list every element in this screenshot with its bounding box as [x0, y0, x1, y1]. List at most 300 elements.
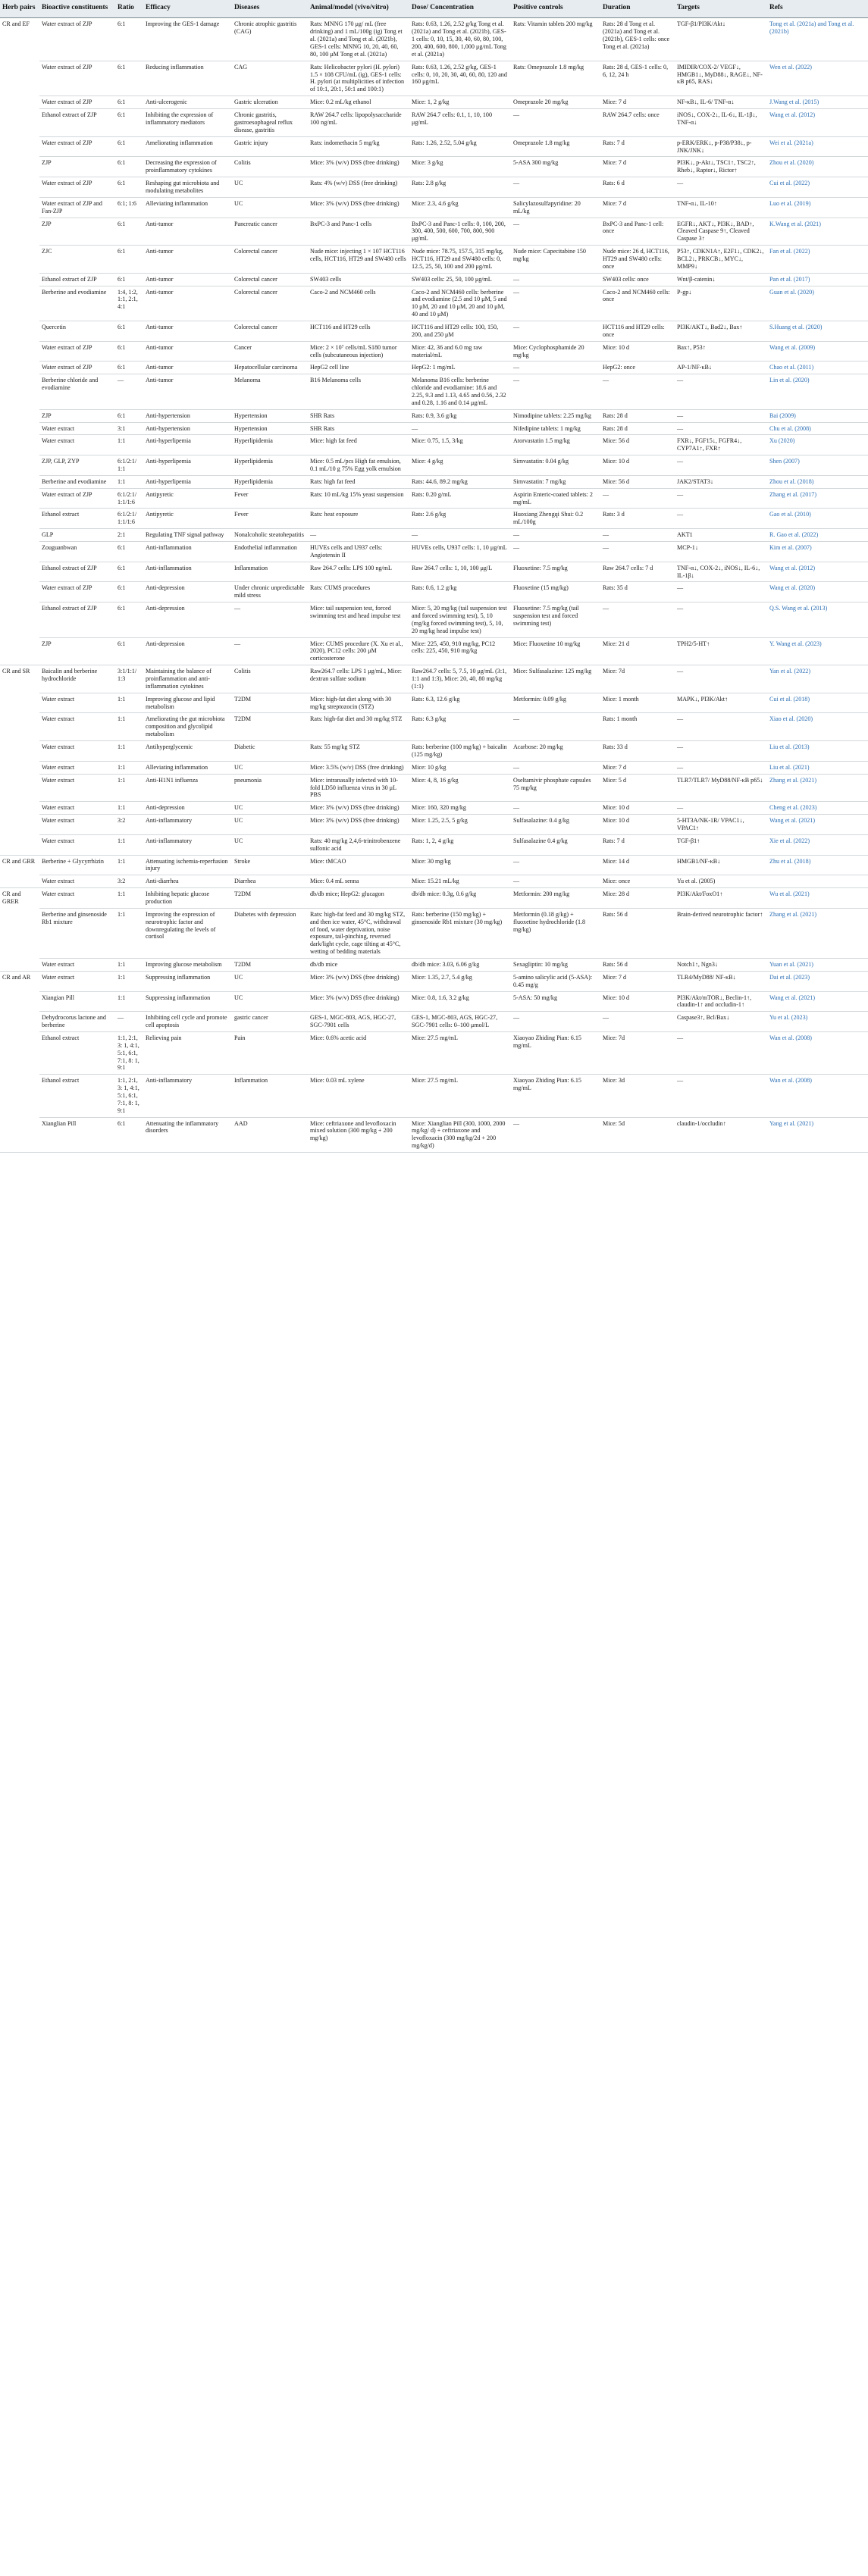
cell-efficacy: Anti-tumor [143, 286, 232, 321]
cell-positive-controls: Sexagliptin: 10 mg/kg [511, 958, 600, 971]
cell-animal-model: Mice: 3% (w/v) DSS (free drinking) [308, 815, 409, 835]
cell-diseases: Diabetes with depression [232, 908, 308, 958]
table-row [0, 1012, 868, 1032]
data-table [0, 0, 868, 1153]
cell-dose-concentration: BxPC-3 and Panc-1 cells: 0, 100, 200, 300, 400, 500, 600, 700, 800, 900 μg/mL [409, 218, 511, 246]
column-header-efficacy: Efficacy [143, 0, 232, 18]
table-row [0, 875, 868, 888]
cell-animal-model: Rats: MNNG 170 μg/ mL (free drinking) and 1 mL/100g (ig) Tong et al. (2021a) and Tong et al. (2021b), GES-1 cells: MNNG 10, 20, 40, 60, 80, 100 μM Tong et al. (2021a) [308, 18, 409, 61]
cell-dose-concentration: — [409, 529, 511, 542]
cell-herb-pairs [0, 761, 39, 774]
cell-targets: — [675, 665, 767, 693]
cell-dose-concentration: Mice: 30 mg/kg [409, 855, 511, 875]
cell-herb-pairs [0, 991, 39, 1012]
cell-efficacy: Anti-hypertension [143, 409, 232, 422]
cell-refs[interactable]: Q.S. Wang et al. (2013) [767, 603, 868, 637]
cell-diseases: T2DM [232, 958, 308, 971]
cell-bioactive-constituents: ZJP [39, 218, 115, 246]
cell-animal-model: Mice: 0.6% acetic acid [308, 1031, 409, 1074]
cell-refs[interactable]: Wan et al. (2008) [767, 1031, 868, 1074]
cell-targets: — [675, 455, 767, 476]
cell-diseases: Pancreatic cancer [232, 218, 308, 246]
cell-refs[interactable]: Wan et al. (2008) [767, 1075, 868, 1117]
cell-animal-model: Mice: 0.4 mL senna [308, 875, 409, 888]
table-row [0, 908, 868, 958]
cell-diseases: Stroke [232, 855, 308, 875]
cell-animal-model: Mice: tMCAO [308, 855, 409, 875]
cell-diseases: Diarrhea [232, 875, 308, 888]
cell-efficacy: Suppressing inflammation [143, 971, 232, 991]
table-row [0, 218, 868, 246]
cell-refs[interactable]: Chu et al. (2008) [767, 422, 868, 435]
cell-positive-controls: — [511, 273, 600, 286]
cell-duration: Mice: 7 d [600, 971, 675, 991]
cell-ratio: 6:1 [115, 109, 143, 137]
cell-animal-model: Mice: CUMS procedure (X. Xu et al., 2020), PC12 cells: 200 μM corticosterone [308, 637, 409, 665]
cell-ratio: 6:1 [115, 18, 143, 61]
table-row [0, 488, 868, 509]
cell-diseases: UC [232, 991, 308, 1012]
cell-dose-concentration: db/db mice: 0.3g, 0.6 g/kg [409, 888, 511, 909]
cell-efficacy: Improving the GES-1 damage [143, 18, 232, 61]
cell-duration: Caco-2 and NCM460 cells: once [600, 286, 675, 321]
cell-targets: TNF-α↓, IL-10↑ [675, 197, 767, 218]
cell-ratio: 1:1 [115, 475, 143, 488]
cell-dose-concentration: Mice: 0.8, 1.6, 3.2 g/kg [409, 991, 511, 1012]
cell-positive-controls: — [511, 529, 600, 542]
table-row [0, 815, 868, 835]
cell-refs[interactable]: Wang et al. (2012) [767, 562, 868, 582]
table-row [0, 958, 868, 971]
cell-dose-concentration: RAW 264.7 cells: 0.1, 1, 10, 100 μg/mL [409, 109, 511, 137]
cell-positive-controls: 5-ASA 300 mg/kg [511, 157, 600, 177]
cell-herb-pairs: CR and GRER [2, 890, 21, 905]
cell-targets: — [675, 761, 767, 774]
column-header-dose-concentration: Dose/ Concentration [409, 0, 511, 18]
cell-refs[interactable]: Guan et al. (2020) [767, 286, 868, 321]
cell-targets: Yu et al. (2005) [675, 875, 767, 888]
cell-animal-model: Mice: 3.5% (w/v) DSS (free drinking) [308, 761, 409, 774]
cell-diseases: Colorectal cancer [232, 321, 308, 341]
cell-efficacy: Improving the expression of neurotrophic factor and downregulating the levels of cortisol [143, 908, 232, 958]
cell-herb-pairs [0, 1075, 39, 1117]
cell-refs[interactable]: Yu et al. (2023) [767, 1012, 868, 1032]
cell-efficacy: Anti-hyperlipemia [143, 455, 232, 476]
cell-refs[interactable]: Cui et al. (2018) [767, 693, 868, 713]
cell-animal-model: Mice: 0.5 mL/pcs High fat emulsion, 0.1 mL/10 g 75% Egg yolk emulsion [308, 455, 409, 476]
cell-efficacy: Improving glucose metabolism [143, 958, 232, 971]
cell-efficacy: Maintaining the balance of proinflammation and anti-inflammation cytokines [143, 665, 232, 693]
cell-herb-pairs: CR and EF [2, 20, 30, 28]
cell-targets: AKT1 [675, 529, 767, 542]
cell-positive-controls: Fluoxetine: 7.5 mg/kg [511, 562, 600, 582]
cell-animal-model: Mice: tail suspension test, forced swimming test and head impulse test [308, 603, 409, 637]
cell-duration: Mice: 14 d [600, 855, 675, 875]
cell-refs[interactable]: Bai (2009) [767, 409, 868, 422]
cell-herb-pairs [0, 1117, 39, 1152]
cell-ratio: 6:1 [115, 582, 143, 603]
cell-ratio: 3:1/1:1/ 1:3 [115, 665, 143, 693]
column-header-diseases: Diseases [232, 0, 308, 18]
cell-ratio: — [115, 374, 143, 409]
table-row [0, 855, 868, 875]
cell-duration: Mice: 21 d [600, 637, 675, 665]
cell-positive-controls: — [511, 1012, 600, 1032]
cell-positive-controls: 5-ASA: 50 mg/kg [511, 991, 600, 1012]
cell-positive-controls: — [511, 1117, 600, 1152]
cell-refs[interactable]: Y. Wang et al. (2023) [767, 637, 868, 665]
cell-animal-model: Mice: 3% (w/v) DSS (free drinking) [308, 802, 409, 815]
cell-targets: TGF-β1↑ [675, 834, 767, 855]
cell-diseases: Chronic gastritis, gastroesophageal reflux disease, gastritis [232, 109, 308, 137]
cell-targets: claudin-1/occludin↑ [675, 1117, 767, 1152]
cell-refs[interactable]: Pan et al. (2017) [767, 273, 868, 286]
cell-animal-model: HCT116 and HT29 cells [308, 321, 409, 341]
cell-positive-controls: Simvastatin: 0.04 g/kg [511, 455, 600, 476]
cell-diseases: UC [232, 802, 308, 815]
cell-ratio: 6:1 [115, 562, 143, 582]
cell-animal-model: HUVEs cells and U937 cells: Angiotensin II [308, 542, 409, 562]
cell-dose-concentration: Rats: 1, 2, 4 g/kg [409, 834, 511, 855]
cell-refs[interactable]: Xie et al. (2022) [767, 834, 868, 855]
cell-herb-pairs [0, 273, 39, 286]
cell-animal-model: Rats: high fat feed [308, 475, 409, 488]
cell-ratio: 6:1; 1:6 [115, 197, 143, 218]
cell-diseases: UC [232, 197, 308, 218]
table-row [0, 109, 868, 137]
cell-positive-controls: Rats: Omeprazole 1.8 mg/kg [511, 61, 600, 95]
cell-animal-model: Caco-2 and NCM460 cells [308, 286, 409, 321]
cell-refs[interactable]: Tong et al. (2021a) and Tong et al. (2021b) [767, 18, 868, 61]
cell-dose-concentration: Rats: 0.6, 1.2 g/kg [409, 582, 511, 603]
table-row [0, 273, 868, 286]
cell-diseases: Hypertension [232, 422, 308, 435]
cell-herb-pairs [0, 774, 39, 802]
cell-dose-concentration: Rats: 2.6 g/kg [409, 509, 511, 529]
cell-herb-pairs [0, 958, 39, 971]
cell-targets: P53↑, CDKN1A↑, E2F1↓, CDK2↓, BCL2↓, PRKCB↓, MYC↓, MMP9↓ [675, 246, 767, 274]
cell-ratio: 6:1 [115, 218, 143, 246]
cell-positive-controls: — [511, 761, 600, 774]
table-row [0, 509, 868, 529]
cell-bioactive-constituents: Ethanol extract of ZJP [39, 603, 115, 637]
cell-refs[interactable]: Zhu et al. (2018) [767, 855, 868, 875]
cell-efficacy: Suppressing inflammation [143, 991, 232, 1012]
cell-refs[interactable]: Wang et al. (2020) [767, 582, 868, 603]
cell-dose-concentration: Mice: 27.5 mg/mL [409, 1075, 511, 1117]
cell-herb-pairs [0, 542, 39, 562]
cell-targets: Wnt/β-catenin↓ [675, 273, 767, 286]
cell-refs[interactable]: Xu (2020) [767, 435, 868, 455]
cell-herb-pairs [0, 435, 39, 455]
cell-herb-pairs [0, 908, 39, 958]
cell-animal-model: Mice: high fat feed [308, 435, 409, 455]
table-row [0, 603, 868, 637]
cell-refs[interactable]: Lin et al. (2020) [767, 374, 868, 409]
cell-ratio: 6:1 [115, 177, 143, 198]
cell-refs[interactable]: Wen et al. (2022) [767, 61, 868, 95]
cell-animal-model: Mice: intranasally infected with 10-fold LD50 influenza virus in 30 μL PBS [308, 774, 409, 802]
cell-bioactive-constituents: Ethanol extract of ZJP [39, 109, 115, 137]
cell-herb-pairs [0, 96, 39, 109]
cell-bioactive-constituents: Water extract of ZJP [39, 341, 115, 362]
cell-dose-concentration: Mice: 5, 20 mg/kg (tail suspension test and forced swimming test), 5, 10 (mg/kg forced swimming test), 5, 10, 20 mg/kg head impulse test) [409, 603, 511, 637]
cell-diseases: Hyperlipidemia [232, 435, 308, 455]
cell-positive-controls: Acarbose: 20 mg/kg [511, 741, 600, 762]
cell-dose-concentration: Rats: 0.63, 1.26, 2.52 g/kg Tong et al. (2021a) and Tong et al. (2021b), GES-1 cells: 0, 10, 15, 30, 40, 60, 80, 100, 200, 400, 600, 800, 1,000 μg/mL Tong et al. (2021a) [409, 18, 511, 61]
cell-refs[interactable]: Kim et al. (2007) [767, 542, 868, 562]
cell-diseases: Inflammation [232, 1075, 308, 1117]
cell-animal-model: SW403 cells [308, 273, 409, 286]
cell-refs[interactable]: Wu et al. (2021) [767, 888, 868, 909]
cell-refs[interactable]: Liu et al. (2013) [767, 741, 868, 762]
cell-duration: — [600, 542, 675, 562]
cell-bioactive-constituents: ZJC [39, 246, 115, 274]
cell-dose-concentration: Rats: 44.6, 89.2 mg/kg [409, 475, 511, 488]
cell-bioactive-constituents: Water extract [39, 834, 115, 855]
cell-ratio: 1:1 [115, 774, 143, 802]
cell-positive-controls: Mice: Sulfasalazine: 125 mg/kg [511, 665, 600, 693]
cell-dose-concentration: Rats: 1.26, 2.52, 5.04 g/kg [409, 136, 511, 157]
cell-animal-model: Raw 264.7 cells: LPS 100 ng/mL [308, 562, 409, 582]
cell-refs[interactable]: Fan et al. (2022) [767, 246, 868, 274]
cell-refs[interactable]: Zhou et al. (2020) [767, 157, 868, 177]
cell-efficacy: Ameliorating the gut microbiota composition and glycolipid metabolism [143, 713, 232, 741]
cell-animal-model: Mice: 3% (w/v) DSS (free drinking) [308, 197, 409, 218]
cell-dose-concentration: HCT116 and HT29 cells: 100, 150, 200, and 250 μM [409, 321, 511, 341]
cell-efficacy: Anti-depression [143, 637, 232, 665]
cell-targets: — [675, 509, 767, 529]
cell-positive-controls: Simvastatin: 7 mg/kg [511, 475, 600, 488]
cell-dose-concentration: GES-1, MGC-803, AGS, HGC-27, SGC-7901 cells: 0–100 μmol/L [409, 1012, 511, 1032]
cell-herb-pairs [0, 875, 39, 888]
cell-refs[interactable]: Dai et al. (2023) [767, 971, 868, 991]
cell-refs[interactable]: Chao et al. (2011) [767, 362, 868, 374]
cell-refs[interactable]: Wang et al. (2021) [767, 991, 868, 1012]
cell-bioactive-constituents: Water extract [39, 761, 115, 774]
cell-refs[interactable]: J.Wang et al. (2015) [767, 96, 868, 109]
cell-dose-concentration: Mice: 1.25, 2.5, 5 g/kg [409, 815, 511, 835]
cell-animal-model: Rats: high-fat feed and 30 mg/kg STZ, and then ice water, 45°C, withdrawal of food, water deprivation, noise exposure, tail-pinching, reversed dark/light cycle, cage tilting at 45°C, wetting of bedding materials [308, 908, 409, 958]
cell-ratio: 6:1 [115, 321, 143, 341]
cell-refs[interactable]: Luo et al. (2019) [767, 197, 868, 218]
table-row [0, 971, 868, 991]
cell-diseases: T2DM [232, 693, 308, 713]
table-row [0, 761, 868, 774]
cell-bioactive-constituents: Berberine and evodiamine [39, 286, 115, 321]
cell-ratio: 3:2 [115, 875, 143, 888]
cell-diseases: Chronic atrophic gastritis (CAG) [232, 18, 308, 61]
table-row [0, 774, 868, 802]
cell-bioactive-constituents: Water extract of ZJP [39, 582, 115, 603]
cell-positive-controls: — [511, 374, 600, 409]
cell-dose-concentration: Mice: 1, 2 g/kg [409, 96, 511, 109]
cell-targets: PI3K/Akt/FoxO1↑ [675, 888, 767, 909]
cell-duration: Mice: 7d [600, 1031, 675, 1074]
cell-targets: — [675, 1075, 767, 1117]
cell-diseases: Hyperlipidemia [232, 455, 308, 476]
cell-bioactive-constituents: Water extract of ZJP [39, 96, 115, 109]
cell-efficacy: Inhibiting hepatic glucose production [143, 888, 232, 909]
cell-herb-pairs [0, 136, 39, 157]
cell-animal-model: Rats: heat exposure [308, 509, 409, 529]
cell-diseases: UC [232, 834, 308, 855]
cell-duration: Rats: 56 d [600, 908, 675, 958]
cell-duration: Rats: 28 d, GES-1 cells: 0, 6, 12, 24 h [600, 61, 675, 95]
column-header-herb-pairs: Herb pairs [0, 0, 39, 18]
table-row [0, 246, 868, 274]
cell-dose-concentration: Mice: 4, 8, 16 g/kg [409, 774, 511, 802]
cell-efficacy: Ameliorating inflammation [143, 136, 232, 157]
cell-animal-model: db/db mice [308, 958, 409, 971]
cell-duration: HCT116 and HT29 cells: once [600, 321, 675, 341]
cell-positive-controls: Oseltamivir phosphate capsules 75 mg/kg [511, 774, 600, 802]
cell-refs[interactable]: Zhang et al. (2021) [767, 908, 868, 958]
cell-dose-concentration: — [409, 422, 511, 435]
cell-diseases: Hyperlipidemia [232, 475, 308, 488]
column-header-refs: Refs [767, 0, 868, 18]
cell-herb-pairs [0, 741, 39, 762]
cell-bioactive-constituents: Water extract of ZJP [39, 488, 115, 509]
cell-positive-controls: — [511, 321, 600, 341]
column-header-bioactive-constituents: Bioactive constituents [39, 0, 115, 18]
cell-refs[interactable]: Xiao et al. (2020) [767, 713, 868, 741]
cell-refs[interactable]: Zhang et al. (2021) [767, 774, 868, 802]
cell-herb-pairs [0, 488, 39, 509]
cell-efficacy: Improving glucose and lipid metabolism [143, 693, 232, 713]
cell-herb-pairs [0, 802, 39, 815]
table-row [0, 562, 868, 582]
cell-ratio: 6:1/2:1/ 1:1/1:6 [115, 509, 143, 529]
cell-positive-controls: — [511, 713, 600, 741]
cell-bioactive-constituents: Water extract [39, 815, 115, 835]
cell-bioactive-constituents: Ethanol extract of ZJP [39, 273, 115, 286]
cell-diseases: T2DM [232, 888, 308, 909]
cell-animal-model: SHR Rats [308, 409, 409, 422]
cell-dose-concentration: HepG2: 1 mg/mL [409, 362, 511, 374]
cell-refs[interactable]: Yang et al. (2021) [767, 1117, 868, 1152]
cell-refs[interactable]: Wei et al. (2021a) [767, 136, 868, 157]
cell-dose-concentration: Mice: 0.75, 1.5, 3/kg [409, 435, 511, 455]
cell-duration: — [600, 1012, 675, 1032]
cell-refs[interactable]: Zhang et al. (2017) [767, 488, 868, 509]
cell-targets: — [675, 603, 767, 637]
cell-animal-model: Mice: 0.03 mL xylene [308, 1075, 409, 1117]
table-row [0, 409, 868, 422]
cell-bioactive-constituents: Dehydrocorus lactone and berberine [39, 1012, 115, 1032]
cell-refs[interactable]: K.Wang et al. (2021) [767, 218, 868, 246]
cell-duration: Nude mice: 26 d, HCT116, HT29 and SW480 cells: once [600, 246, 675, 274]
cell-dose-concentration: HUVEs cells, U937 cells: 1, 10 μg/mL [409, 542, 511, 562]
cell-refs[interactable]: Yan et al. (2022) [767, 665, 868, 693]
cell-herb-pairs [0, 197, 39, 218]
cell-dose-concentration: Rats: 0.9, 3.6 g/kg [409, 409, 511, 422]
cell-positive-controls: Nimodipine tablets: 2.25 mg/kg [511, 409, 600, 422]
cell-positive-controls: Nude mice: Capecitabine 150 mg/kg [511, 246, 600, 274]
cell-duration: Mice: 7 d [600, 96, 675, 109]
cell-refs[interactable]: Cui et al. (2022) [767, 177, 868, 198]
cell-diseases: UC [232, 761, 308, 774]
cell-ratio: 1:1 [115, 834, 143, 855]
cell-duration: Rats: 3 d [600, 509, 675, 529]
cell-herb-pairs [0, 409, 39, 422]
cell-efficacy: Anti-H1N1 influenza [143, 774, 232, 802]
cell-refs[interactable]: Shen (2007) [767, 455, 868, 476]
cell-positive-controls: — [511, 855, 600, 875]
cell-positive-controls: Salicylazosulfapyridine: 20 mL/kg [511, 197, 600, 218]
cell-bioactive-constituents: GLP [39, 529, 115, 542]
table-row [0, 341, 868, 362]
cell-bioactive-constituents: ZJP, GLP, ZYP [39, 455, 115, 476]
cell-efficacy: Anti-tumor [143, 374, 232, 409]
cell-positive-controls: — [511, 362, 600, 374]
cell-targets: — [675, 488, 767, 509]
table-row [0, 1075, 868, 1117]
cell-targets: PI3K/Akt/mTOR↓, Beclin-1↑, claudin-1↑ and occludin-1↑ [675, 991, 767, 1012]
cell-dose-concentration: Mice: 10 g/kg [409, 761, 511, 774]
cell-herb-pairs [0, 529, 39, 542]
cell-efficacy: Anti-tumor [143, 246, 232, 274]
cell-refs[interactable]: Wang et al. (2021) [767, 815, 868, 835]
cell-herb-pairs: CR and AR [2, 973, 31, 981]
cell-diseases: Nonalcoholic steatohepatitis [232, 529, 308, 542]
cell-bioactive-constituents: Water extract [39, 713, 115, 741]
cell-refs[interactable]: Liu et al. (2021) [767, 761, 868, 774]
cell-animal-model: Mice: ceftriaxone and levofloxacin mixed solution (300 mg/kg + 200 mg/kg) [308, 1117, 409, 1152]
cell-refs[interactable]: Cheng et al. (2023) [767, 802, 868, 815]
cell-ratio: 6:1 [115, 542, 143, 562]
cell-efficacy: Anti-tumor [143, 341, 232, 362]
cell-bioactive-constituents: Berberine and evodiamine [39, 475, 115, 488]
cell-targets: p-ERK/ERK↓, p-P38/P38↓, p-JNK/JNK↓ [675, 136, 767, 157]
cell-dose-concentration: Mice: 4 g/kg [409, 455, 511, 476]
cell-bioactive-constituents: Xiangian Pill [39, 991, 115, 1012]
cell-herb-pairs [0, 218, 39, 246]
cell-bioactive-constituents: Water extract of ZJP [39, 362, 115, 374]
cell-refs[interactable]: R. Gao et al. (2022) [767, 529, 868, 542]
cell-bioactive-constituents: ZJP [39, 409, 115, 422]
cell-ratio: 6:1 [115, 246, 143, 274]
cell-refs[interactable]: Zhou et al. (2018) [767, 475, 868, 488]
cell-dose-concentration: Rats: 0.63, 1.26, 2.52 g/kg, GES-1 cells: 0, 10, 20, 30, 40, 60, 80, 120 and 160 μg/mL [409, 61, 511, 95]
cell-refs[interactable]: S.Huang et al. (2020) [767, 321, 868, 341]
cell-herb-pairs [0, 509, 39, 529]
cell-bioactive-constituents: Water extract [39, 693, 115, 713]
cell-dose-concentration: Rats: berberine (150 mg/kg) + ginsenoside Rb1 mixture (30 mg/kg) [409, 908, 511, 958]
cell-diseases: Colitis [232, 157, 308, 177]
cell-diseases: CAG [232, 61, 308, 95]
cell-ratio: 1:1 [115, 855, 143, 875]
cell-ratio: 1:1 [115, 713, 143, 741]
cell-duration: Mice: 56 d [600, 435, 675, 455]
cell-dose-concentration: Nude mice: 78.75, 157.5, 315 mg/kg, HCT116, HT29 and SW480 cells: 0, 12.5, 25, 50, 100 and 200 μg/mL [409, 246, 511, 274]
cell-dose-concentration: Mice: 27.5 mg/mL [409, 1031, 511, 1074]
cell-refs[interactable]: Wang et al. (2009) [767, 341, 868, 362]
table-row [0, 802, 868, 815]
cell-positive-controls: Nifedipine tablets: 1 mg/kg [511, 422, 600, 435]
cell-diseases: Gastric ulceration [232, 96, 308, 109]
cell-herb-pairs [0, 422, 39, 435]
cell-refs[interactable]: Gao et al. (2010) [767, 509, 868, 529]
cell-refs[interactable]: Wang et al. (2012) [767, 109, 868, 137]
cell-bioactive-constituents: Water extract of ZJP [39, 61, 115, 95]
table-row [0, 888, 868, 909]
table-row [0, 665, 868, 693]
cell-herb-pairs: CR and GRR [2, 857, 36, 865]
cell-animal-model: Mice: high-fat diet along with 30 mg/kg streptozocin (STZ) [308, 693, 409, 713]
cell-refs[interactable]: Yuan et al. (2021) [767, 958, 868, 971]
cell-animal-model: Mice: 3% (w/v) DSS (free drinking) [308, 971, 409, 991]
